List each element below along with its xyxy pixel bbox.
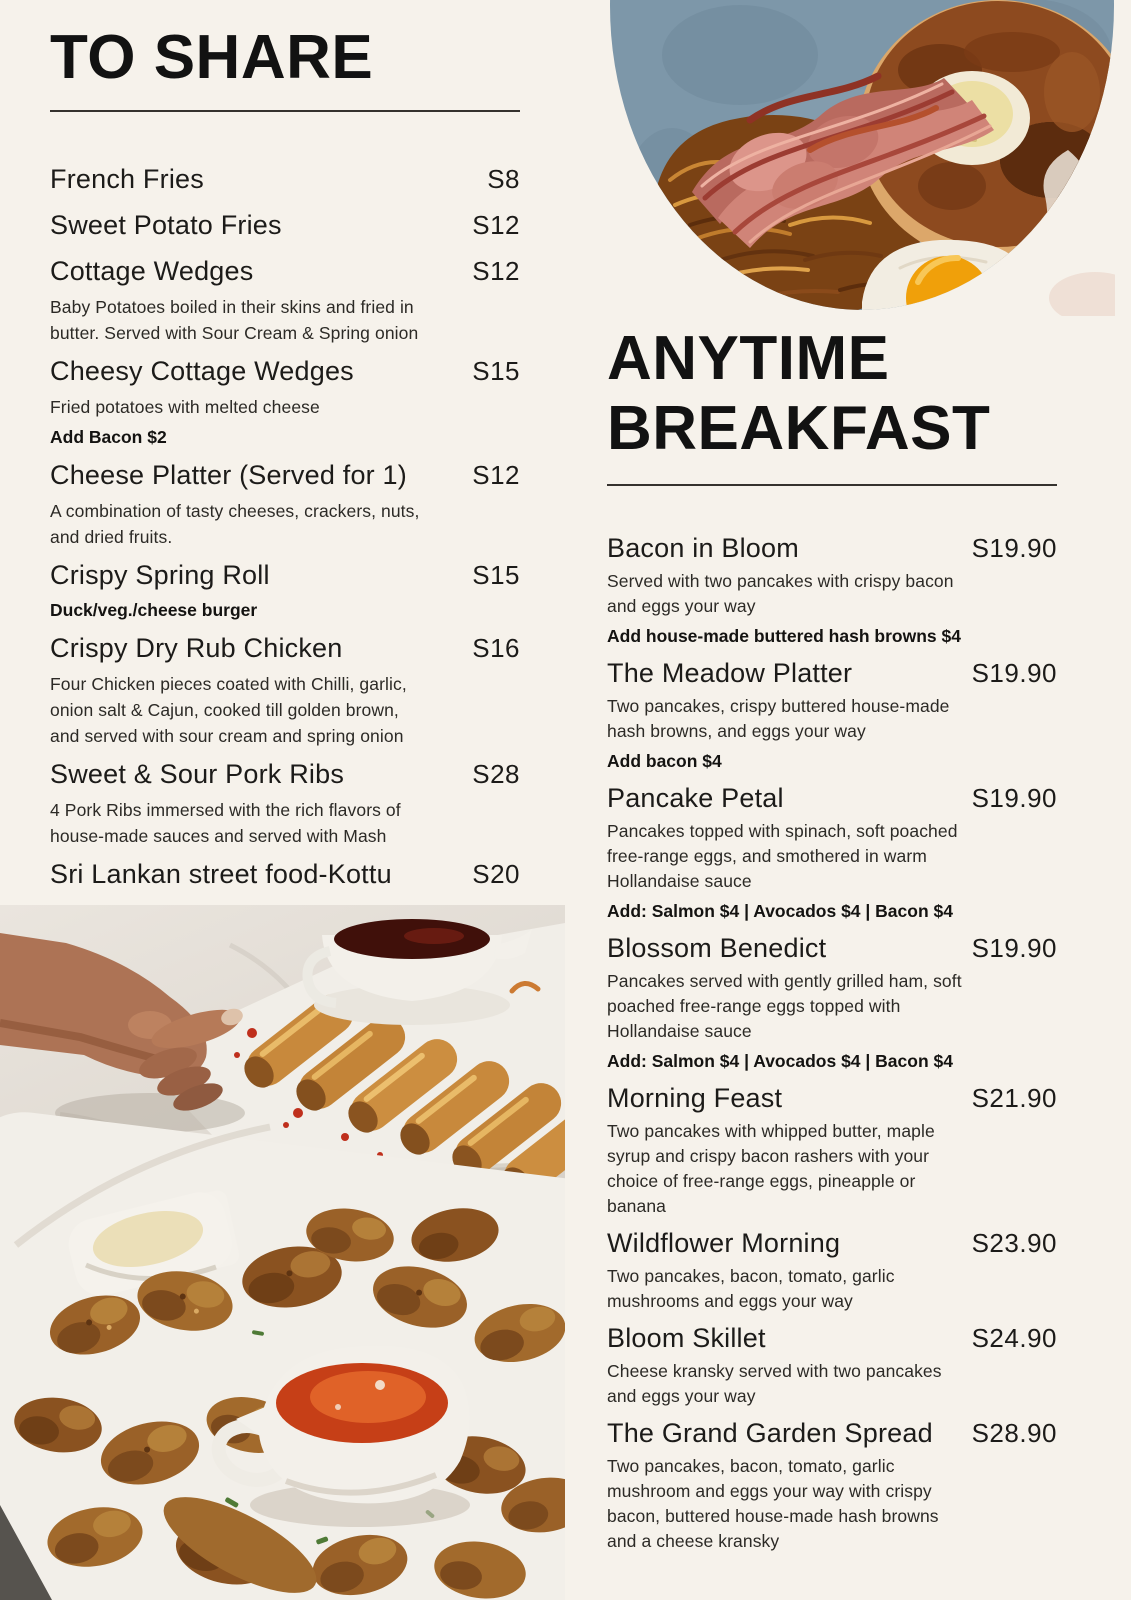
item-name: Sweet & Sour Pork Ribs (50, 759, 345, 789)
item-name: Bloom Skillet (607, 1323, 766, 1353)
item-price: S28.90 (971, 1418, 1057, 1448)
item-name: Sri Lankan street food-Kottu (50, 859, 392, 889)
item-price: S23.90 (971, 1228, 1057, 1258)
menu-item (50, 204, 520, 247)
item-name: Crispy Dry Rub Chicken (50, 633, 343, 663)
item-name: Cottage Wedges (50, 256, 254, 286)
item-name: French Fries (50, 164, 204, 194)
divider (607, 484, 1057, 486)
menu-item (50, 753, 520, 849)
item-price: S24.90 (971, 1323, 1057, 1353)
item-description: Two pancakes, crispy buttered house-made hash browns, and eggs your way (607, 696, 950, 741)
menu-item (50, 627, 520, 749)
menu-item (607, 653, 1057, 775)
menu-item (50, 554, 520, 624)
item-name: Cheesy Cottage Wedges (50, 356, 354, 386)
menu-item (607, 528, 1057, 650)
section-title-to-share: TO SHARE (50, 23, 374, 92)
item-description: A combination of tasty cheeses, crackers, nuts, and dried fruits. (50, 501, 420, 547)
item-description: Fried potatoes with melted cheese (50, 397, 320, 417)
menu-item (607, 1078, 1057, 1219)
menu-item (50, 350, 520, 451)
item-name: Pancake Petal (607, 783, 784, 813)
item-price: S19.90 (971, 658, 1057, 688)
item-addon: Duck/veg./cheese burger (50, 600, 258, 620)
item-addon: Add: Salmon $4 | Avocados $4 | Bacon $4 (607, 901, 953, 921)
item-name: Sweet Potato Fries (50, 210, 282, 240)
chicken-wing-platter (0, 1105, 565, 1600)
item-name: The Meadow Platter (607, 658, 853, 688)
item-name: Blossom Benedict (607, 933, 827, 963)
breakfast-plate-illustration (600, 0, 1115, 316)
menu-item (607, 928, 1057, 1075)
item-price: S19.90 (971, 533, 1057, 563)
item-name: Cheese Platter (Served for 1) (50, 460, 407, 490)
title-line-1: ANYTIME (607, 324, 890, 393)
watercolor-wash (1049, 272, 1115, 316)
item-description: 4 Pork Ribs immersed with the rich flavors of house-made sauces and served with Mash (50, 800, 401, 846)
item-description: Two pancakes with whipped butter, maple syrup and crispy bacon rashers with your choice of free-range eggs, pineapple or banana (607, 1121, 935, 1216)
item-price: S21.90 (971, 1083, 1057, 1113)
item-name: Morning Feast (607, 1083, 783, 1113)
item-price: S19.90 (971, 933, 1057, 963)
item-description: Cheese kransky served with two pancakes and eggs your way (607, 1361, 942, 1406)
item-name: Wildflower Morning (607, 1228, 841, 1258)
fried-platter-photo (0, 905, 565, 1600)
item-description: Served with two pancakes with crispy bacon and eggs your way (607, 571, 954, 616)
menu-item (50, 454, 520, 550)
item-price: S12 (472, 256, 520, 286)
item-addon: Add Bacon $2 (50, 427, 167, 447)
to-share-section (50, 23, 520, 899)
item-name: The Grand Garden Spread (607, 1418, 933, 1448)
breakfast-items (607, 528, 1057, 1554)
menu-item (607, 1223, 1057, 1314)
item-description: Two pancakes, bacon, tomato, garlic mushroom and eggs your way with crispy bacon, buttered house-made hash browns and a cheese kransky (607, 1456, 939, 1551)
item-name: Crispy Spring Roll (50, 560, 270, 590)
item-name: Bacon in Bloom (607, 533, 799, 563)
anytime-breakfast-section (607, 324, 1057, 1558)
item-addon: Add house-made buttered hash browns $4 (607, 626, 961, 646)
item-price: S12 (472, 460, 520, 490)
fried-platter-illustration (0, 905, 565, 1600)
menu-item (50, 158, 520, 201)
item-addon: Add bacon $4 (607, 751, 722, 771)
divider (50, 110, 520, 112)
item-description: Pancakes topped with spinach, soft poached free-range eggs, and smothered in warm Hollandaise sauce (607, 821, 958, 891)
menu-item (50, 853, 520, 896)
item-price: S12 (472, 210, 520, 240)
item-addon: Add: Salmon $4 | Avocados $4 | Bacon $4 (607, 1051, 953, 1071)
breakfast-plate-photo (600, 0, 1115, 316)
title-line-2: BREAKFAST (607, 394, 991, 463)
item-price: S16 (472, 633, 520, 663)
item-description: Pancakes served with gently grilled ham, soft poached free-range eggs topped with Hollandaise sauce (607, 971, 962, 1041)
item-description: Four Chicken pieces coated with Chilli, garlic, onion salt & Cajun, cooked till golden brown, and served with sour cream and spring onion (50, 674, 407, 746)
item-price: S15 (472, 356, 520, 386)
item-price: S19.90 (971, 783, 1057, 813)
item-price: S28 (472, 759, 520, 789)
item-description: Two pancakes, bacon, tomato, garlic mushrooms and eggs your way (607, 1266, 895, 1311)
item-price: S20 (472, 859, 520, 889)
to-share-items (50, 158, 520, 896)
menu-item (50, 250, 520, 346)
menu-item (607, 778, 1057, 925)
item-description: Baby Potatoes boiled in their skins and fried in butter. Served with Sour Cream & Spring onion (50, 297, 419, 343)
menu-item (607, 1318, 1057, 1409)
menu-item (607, 1413, 1057, 1554)
section-title-anytime-breakfast (607, 324, 1057, 464)
item-price: S8 (487, 164, 520, 194)
item-price: S15 (472, 560, 520, 590)
